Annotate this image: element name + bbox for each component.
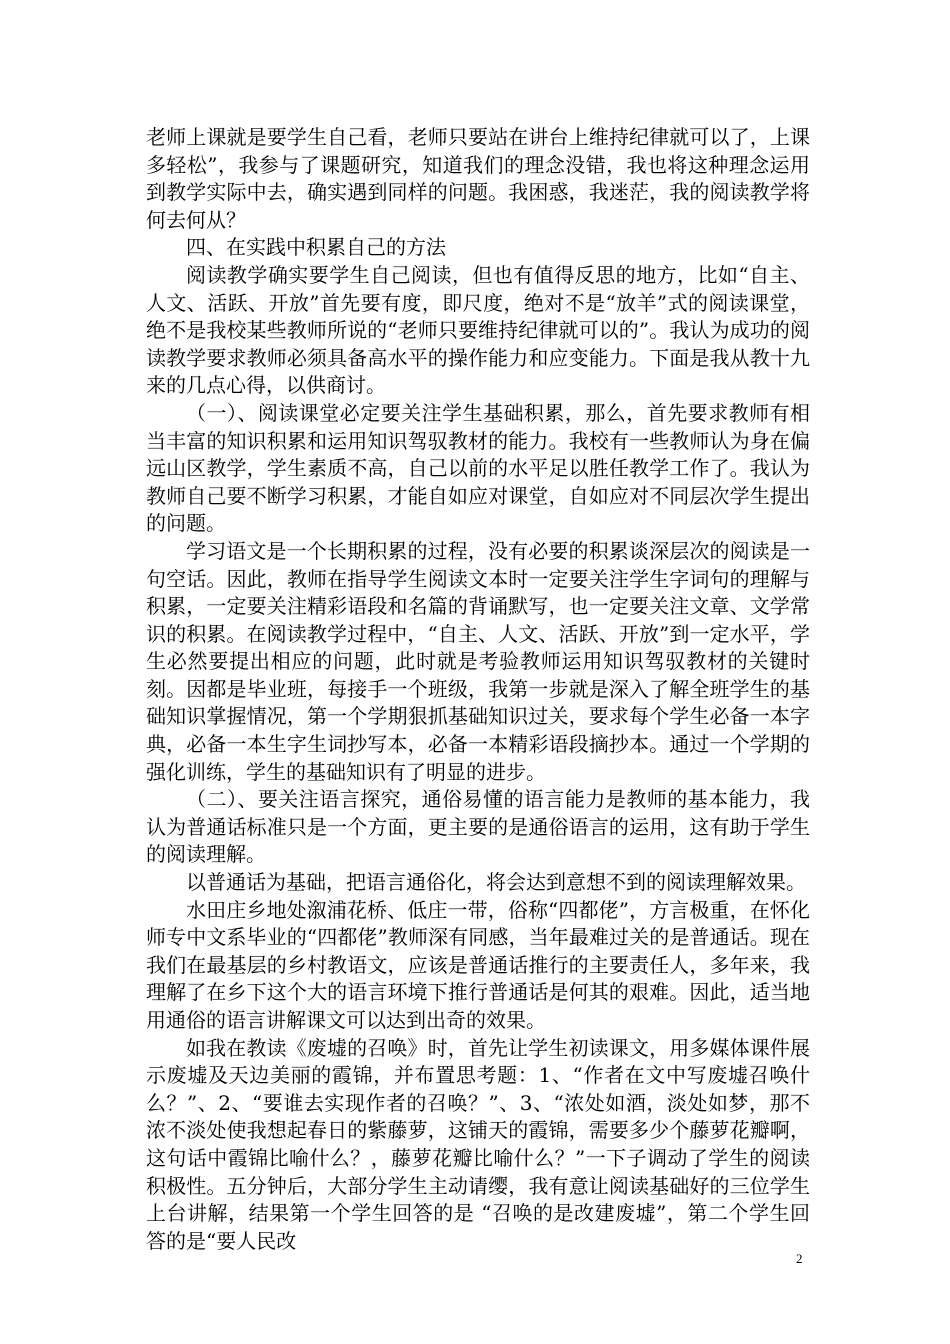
paragraph-teaching-example: 如我在教读《废墟的召唤》时，首先让学生初读课文，用多媒体课件展示废墟及天边美丽的霞锦，并布置思考题：1、“作者在文中写废墟召唤什么？”、2、“要谁去实现作者的召唤？”、3、“浓处如酒，淡处如梦，那不浓不淡处使我想起春日的紫藤萝，这铺天的霞锦，需要多少个藤萝花瓣啊，这句话中霞锦比喻什么？，藤萝花瓣比喻什么？”一下子调动了学生的阅读积极性。五分钟后，大部分学生主动请缨，我有意让阅读基础好的三位学生上台讲解，结果第一个学生回答的是 “召唤的是改建废墟”，第二个学生回答的是“要人民改	[146, 1035, 810, 1253]
paragraph-mandarin-basis: 以普通话为基础，把语言通俗化，将会达到意想不到的阅读理解效果。	[186, 870, 806, 895]
paragraph-point-one: （一）、阅读课堂必定要关注学生基础积累，那么，首先要求教师有相当丰富的知识积累和运用知识驾驭教材的能力。我校有一些教师认为身在偏远山区教学，学生素质不高，自己以前的水平足以胜任教学工作了。我认为教师自己要不断学习积累，才能自如应对课堂，自如应对不同层次学生提出的问题。	[146, 400, 810, 536]
paragraph-continuation: 老师上课就是要学生自己看，老师只要站在讲台上维持纪律就可以了，上课多轻松”，我参与了课题研究，知道我们的理念没错，我也将这种理念运用到教学实际中去，确实遇到同样的问题。我困惑，我迷茫，我的阅读教学将何去何从？	[146, 125, 810, 232]
section-heading-four: 四、在实践中积累自己的方法	[186, 235, 446, 260]
page-number: 2	[796, 1251, 803, 1266]
paragraph-point-two: （二）、要关注语言探究，通俗易懂的语言能力是教师的基本能力，我认为普通话标准只是一个方面，更主要的是通俗语言的运用，这有助于学生的阅读理解。	[146, 787, 810, 867]
paragraph-dialect-region: 水田庄乡地处溆浦花桥、低庄一带，俗称“四都佬”，方言极重，在怀化师专中文系毕业的“四都佬”教师深有同感，当年最难过关的是普通话。现在我们在最基层的乡村教语文，应该是普通话推行的主要责任人，多年来，我理解了在乡下这个大的语言环境下推行普通话是何其的艰难。因此，适当地用通俗的语言讲解课文可以达到出奇的效果。	[146, 897, 810, 1032]
paragraph-language-accumulation: 学习语文是一个长期积累的过程，没有必要的积累谈深层次的阅读是一句空话。因此，教师在指导学生阅读文本时一定要关注学生字词句的理解与积累，一定要关注精彩语段和名篇的背诵默写，也一定要关注文章、文学常识的积累。在阅读教学过程中，“自主、人文、活跃、开放”到一定水平，学生必然要提出相应的问题，此时就是考验教师运用知识驾驭教材的关键时刻。因都是毕业班，每接手一个班级，我第一步就是深入了解全班学生的基础知识掌握情况，第一个学期狠抓基础知识过关，要求每个学生必备一本字典，必备一本生字生词抄写本，必备一本精彩语段摘抄本。通过一个学期的强化训练，学生的基础知识有了明显的进步。	[146, 538, 810, 784]
paragraph-reading-reflection: 阅读教学确实要学生自己阅读，但也有值得反思的地方，比如“自主、人文、活跃、开放”首先要有度，即尺度，绝对不是“放羊”式的阅读课堂，绝不是我校某些教师所说的“老师只要维持纪律就可以的”。我认为成功的阅读教学要求教师必须具备高水平的操作能力和应变能力。下面是我从教十九来的几点心得，以供商讨。	[146, 262, 810, 398]
document-body	[146, 124, 810, 1255]
